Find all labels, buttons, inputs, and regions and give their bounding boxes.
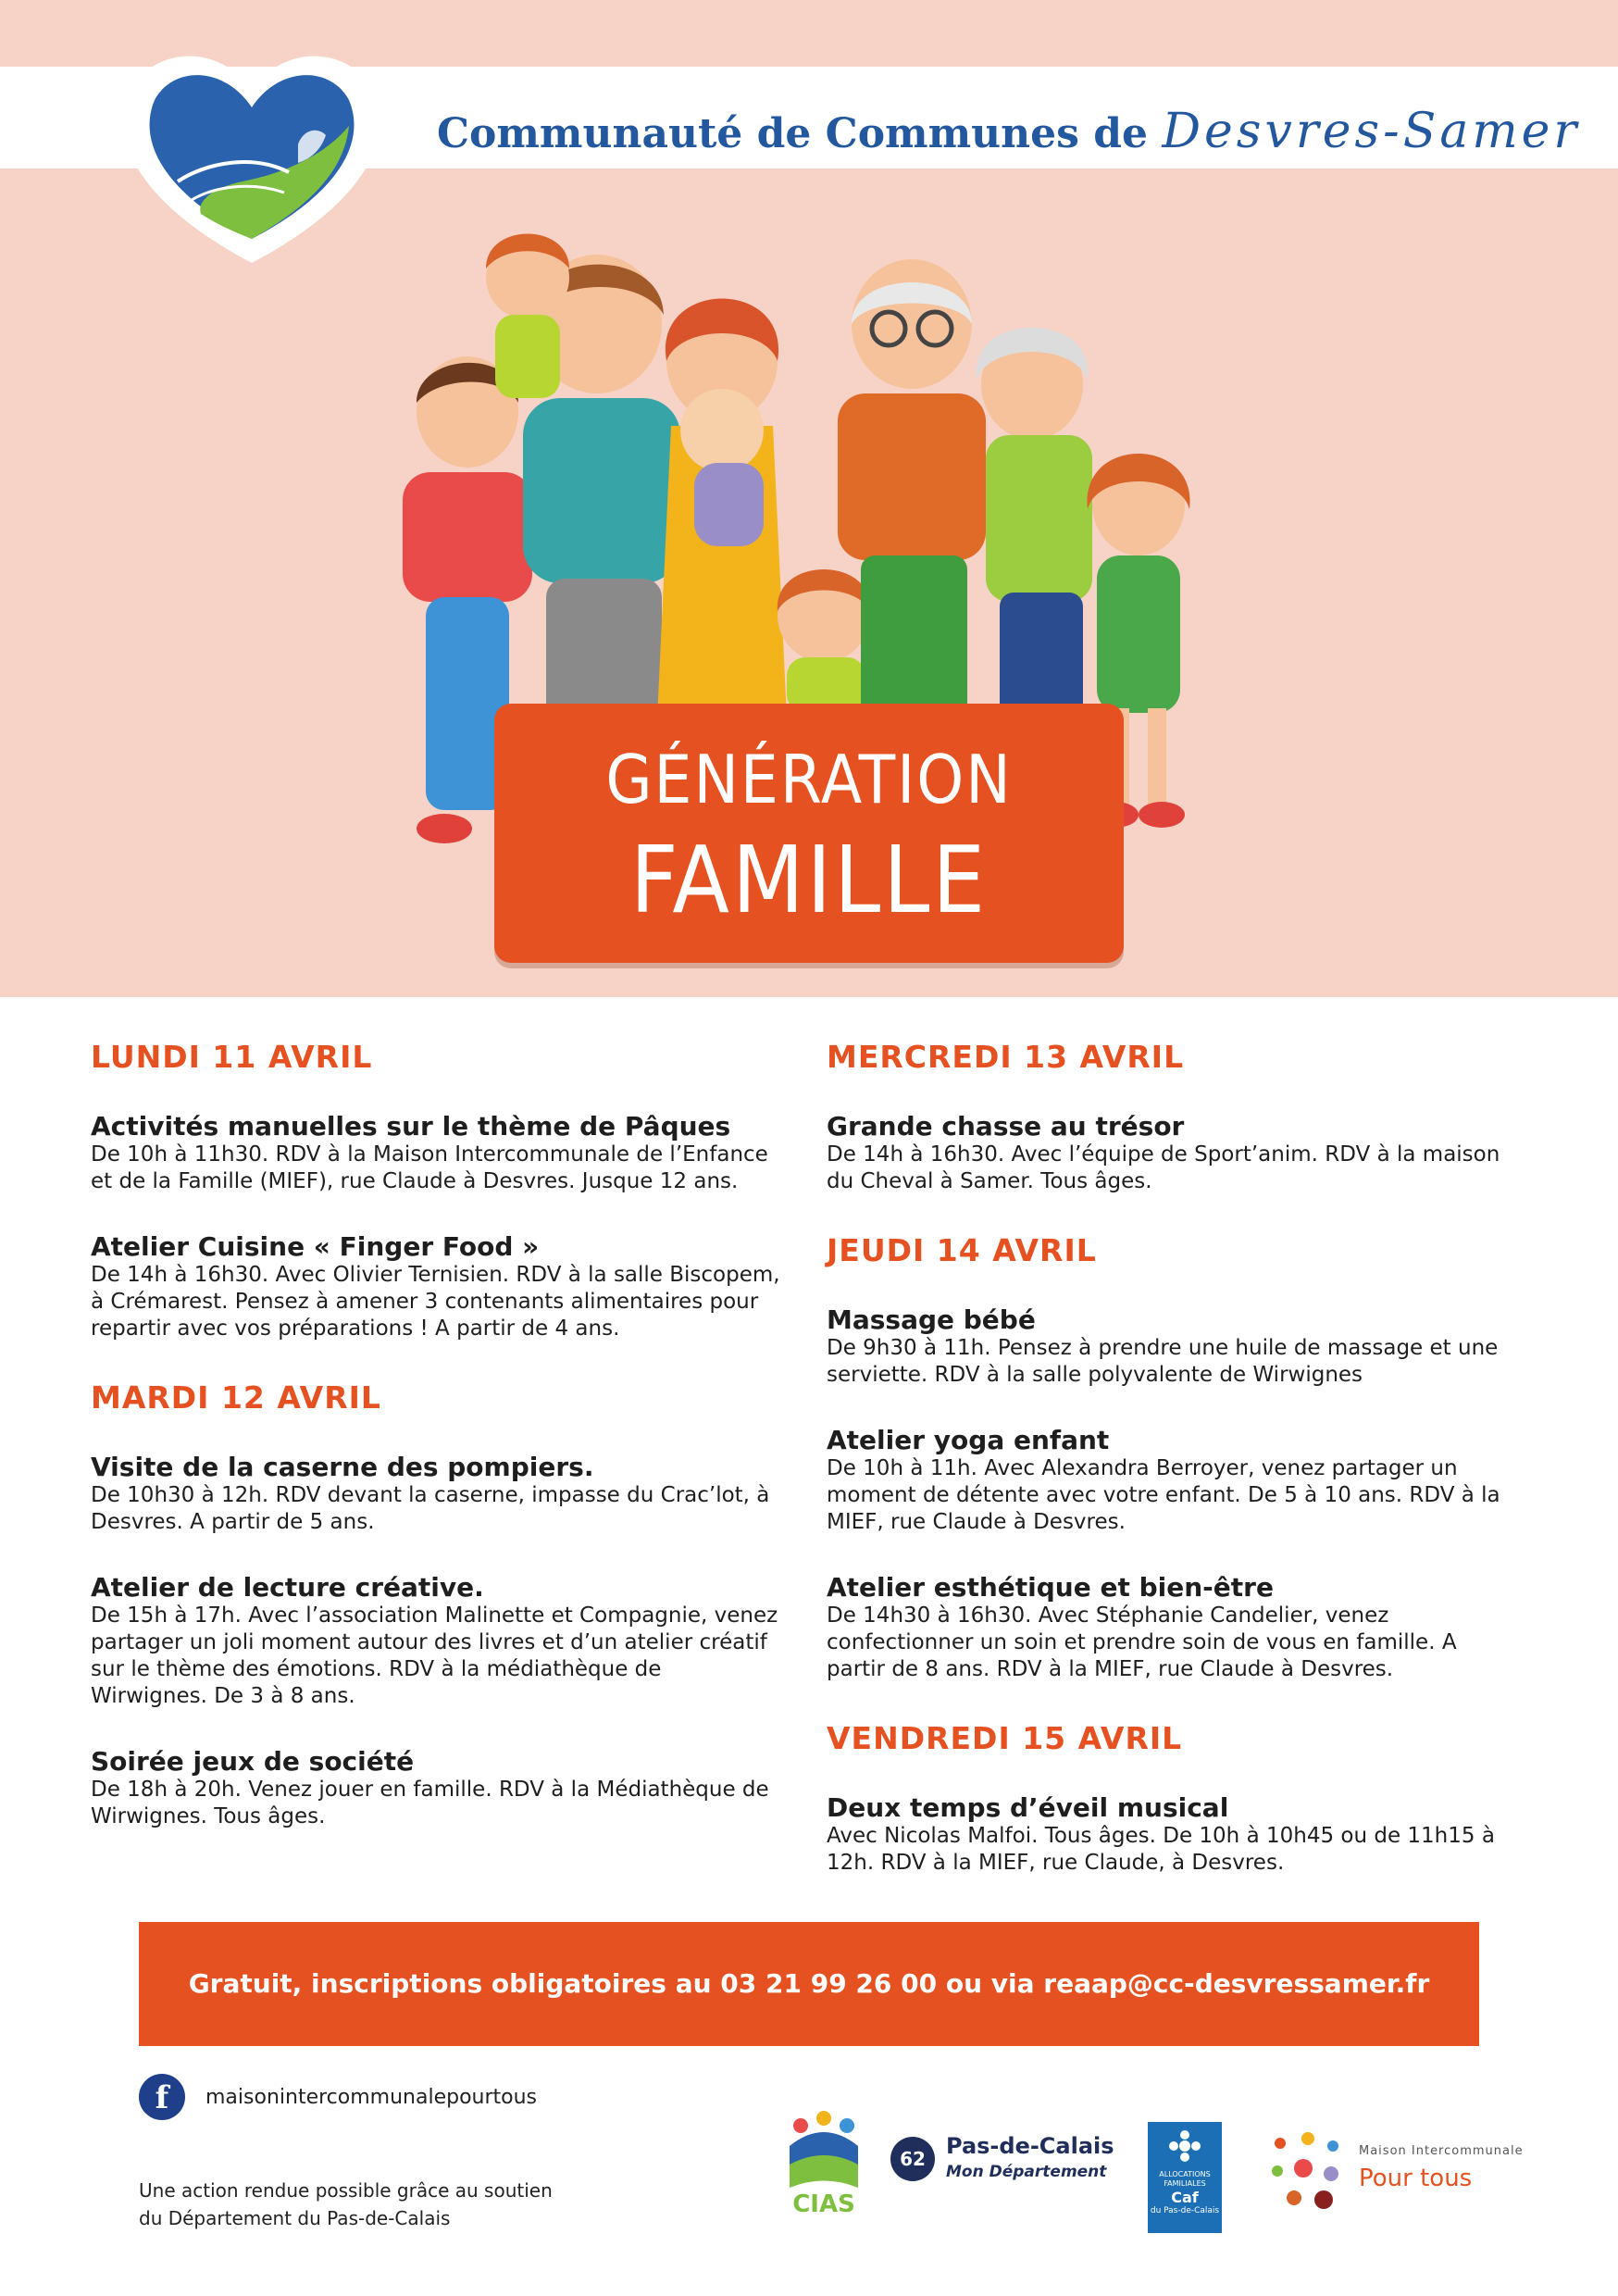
caf-sub: du Pas-de-Calais xyxy=(1150,2206,1220,2215)
schedule-right-column xyxy=(827,1039,1512,1914)
maison-intercommunale-logo xyxy=(1266,2129,1524,2213)
event-item xyxy=(827,1305,1512,1389)
facebook-icon[interactable]: f xyxy=(139,2074,185,2120)
header-title-prefix: Communauté de Communes de xyxy=(437,110,1148,157)
support-notice xyxy=(139,2177,553,2232)
header-title xyxy=(437,104,1580,159)
header-title-script: Desvres-Samer xyxy=(1162,104,1581,159)
day-heading: LUNDI 11 AVRIL xyxy=(91,1039,373,1075)
event-title: Grande chasse au trésor xyxy=(827,1111,1185,1142)
cias-label: CIAS xyxy=(792,2190,855,2218)
event-item xyxy=(91,1747,780,1830)
event-description: De 18h à 20h. Venez jouer en famille. RDV à la Médiathèque de Wirwignes. Tous âges. xyxy=(91,1778,769,1828)
registration-banner xyxy=(139,1922,1479,2046)
event-item xyxy=(827,1793,1512,1877)
event-title: Atelier Cuisine « Finger Food » xyxy=(91,1231,540,1262)
event-item xyxy=(91,1232,780,1342)
day-heading: MARDI 12 AVRIL xyxy=(91,1379,381,1416)
event-description: De 14h à 16h30. Avec l’équipe de Sport’anim. RDV à la maison du Cheval à Samer. Tous âges. xyxy=(827,1142,1500,1193)
mipt-bottom: Pour tous xyxy=(1359,2165,1473,2192)
support-line-2: du Département du Pas-de-Calais xyxy=(139,2207,451,2229)
cias-logo xyxy=(782,2109,865,2225)
event-title: Visite de la caserne des pompiers. xyxy=(91,1452,594,1482)
pdc-subtitle: Mon Département xyxy=(946,2163,1107,2181)
pdc-number: 62 xyxy=(890,2137,935,2181)
event-item xyxy=(91,1573,780,1710)
support-line-1: Une action rendue possible grâce au soutien xyxy=(139,2179,553,2202)
event-title: Activités manuelles sur le thème de Pâques xyxy=(91,1111,731,1142)
registration-text[interactable]: Gratuit, inscriptions obligatoires au 03 21 99 26 00 ou via reaap@cc-desvressamer.fr xyxy=(188,1968,1430,1999)
pas-de-calais-logo xyxy=(890,2131,1131,2187)
caf-top: ALLOCATIONS FAMILIALES xyxy=(1159,2170,1211,2188)
event-description: De 10h30 à 12h. RDV devant la caserne, impasse du Crac’lot, à Desvres. A partir de 5 ans. xyxy=(91,1483,770,1534)
title-line-generation: GÉNÉRATION xyxy=(605,741,1013,818)
event-item xyxy=(91,1112,780,1195)
event-title: Deux temps d’éveil musical xyxy=(827,1792,1229,1823)
caf-flower-icon xyxy=(1168,2129,1201,2163)
caf-logo xyxy=(1148,2122,1222,2233)
mipt-top: Maison Intercommunale xyxy=(1359,2144,1524,2158)
event-description: De 15h à 17h. Avec l’association Malinette et Compagnie, venez partager un joli moment autour des livres et d’un atelier créatif sur le thème des émotions. RDV à la médiathèque de Wirwignes. De 3 à 8 ans. xyxy=(91,1603,778,1708)
event-title: Atelier esthétique et bien-être xyxy=(827,1572,1274,1603)
cias-people-icon xyxy=(782,2109,865,2192)
event-description: De 9h30 à 11h. Pensez à prendre une huile de massage et une serviette. RDV à la salle polyvalente de Wirwignes xyxy=(827,1336,1499,1387)
pdc-name: Pas-de-Calais xyxy=(946,2133,1114,2159)
event-title: Massage bébé xyxy=(827,1304,1036,1335)
event-description: De 14h à 16h30. Avec Olivier Ternisien. RDV à la salle Biscopem, à Crémarest. Pensez à amener 3 contenants alimentaires pour repartir avec vos préparations ! A partir de 4 ans. xyxy=(91,1263,780,1341)
event-item xyxy=(827,1426,1512,1536)
title-line-famille: FAMILLE xyxy=(629,826,989,934)
event-item xyxy=(827,1573,1512,1683)
event-item xyxy=(91,1453,780,1536)
event-title: Atelier yoga enfant xyxy=(827,1425,1110,1455)
event-description: De 10h à 11h30. RDV à la Maison Intercommunale de l’Enfance et de la Famille (MIEF), rue Claude à Desvres. Jusque 12 ans. xyxy=(91,1142,768,1193)
caf-name: Caf xyxy=(1171,2189,1199,2206)
day-heading: MERCREDI 13 AVRIL xyxy=(827,1039,1185,1075)
title-banner xyxy=(494,704,1124,963)
event-title: Soirée jeux de société xyxy=(91,1746,415,1777)
day-heading: JEUDI 14 AVRIL xyxy=(827,1232,1097,1268)
mipt-dots-icon xyxy=(1266,2129,1350,2213)
event-description: De 10h à 11h. Avec Alexandra Berroyer, venez partager un moment de détente avec votre enfant. De 5 à 10 ans. RDV à la MIEF, rue Claude à Desvres. xyxy=(827,1456,1500,1534)
day-heading: VENDREDI 15 AVRIL xyxy=(827,1720,1183,1756)
event-title: Atelier de lecture créative. xyxy=(91,1572,484,1603)
event-item xyxy=(827,1112,1512,1195)
event-description: Avec Nicolas Malfoi. Tous âges. De 10h à 10h45 ou de 11h15 à 12h. RDV à la MIEF, rue Claude, à Desvres. xyxy=(827,1824,1495,1875)
event-description: De 14h30 à 16h30. Avec Stéphanie Candelier, venez confectionner un soin et prendre soin de vous en famille. A partir de 8 ans. RDV à la MIEF, rue Claude à Desvres. xyxy=(827,1603,1457,1681)
facebook-page-link[interactable]: maisonintercommunalepourtous xyxy=(205,2086,538,2109)
schedule-left-column xyxy=(91,1039,780,1867)
heart-logo xyxy=(113,43,391,270)
